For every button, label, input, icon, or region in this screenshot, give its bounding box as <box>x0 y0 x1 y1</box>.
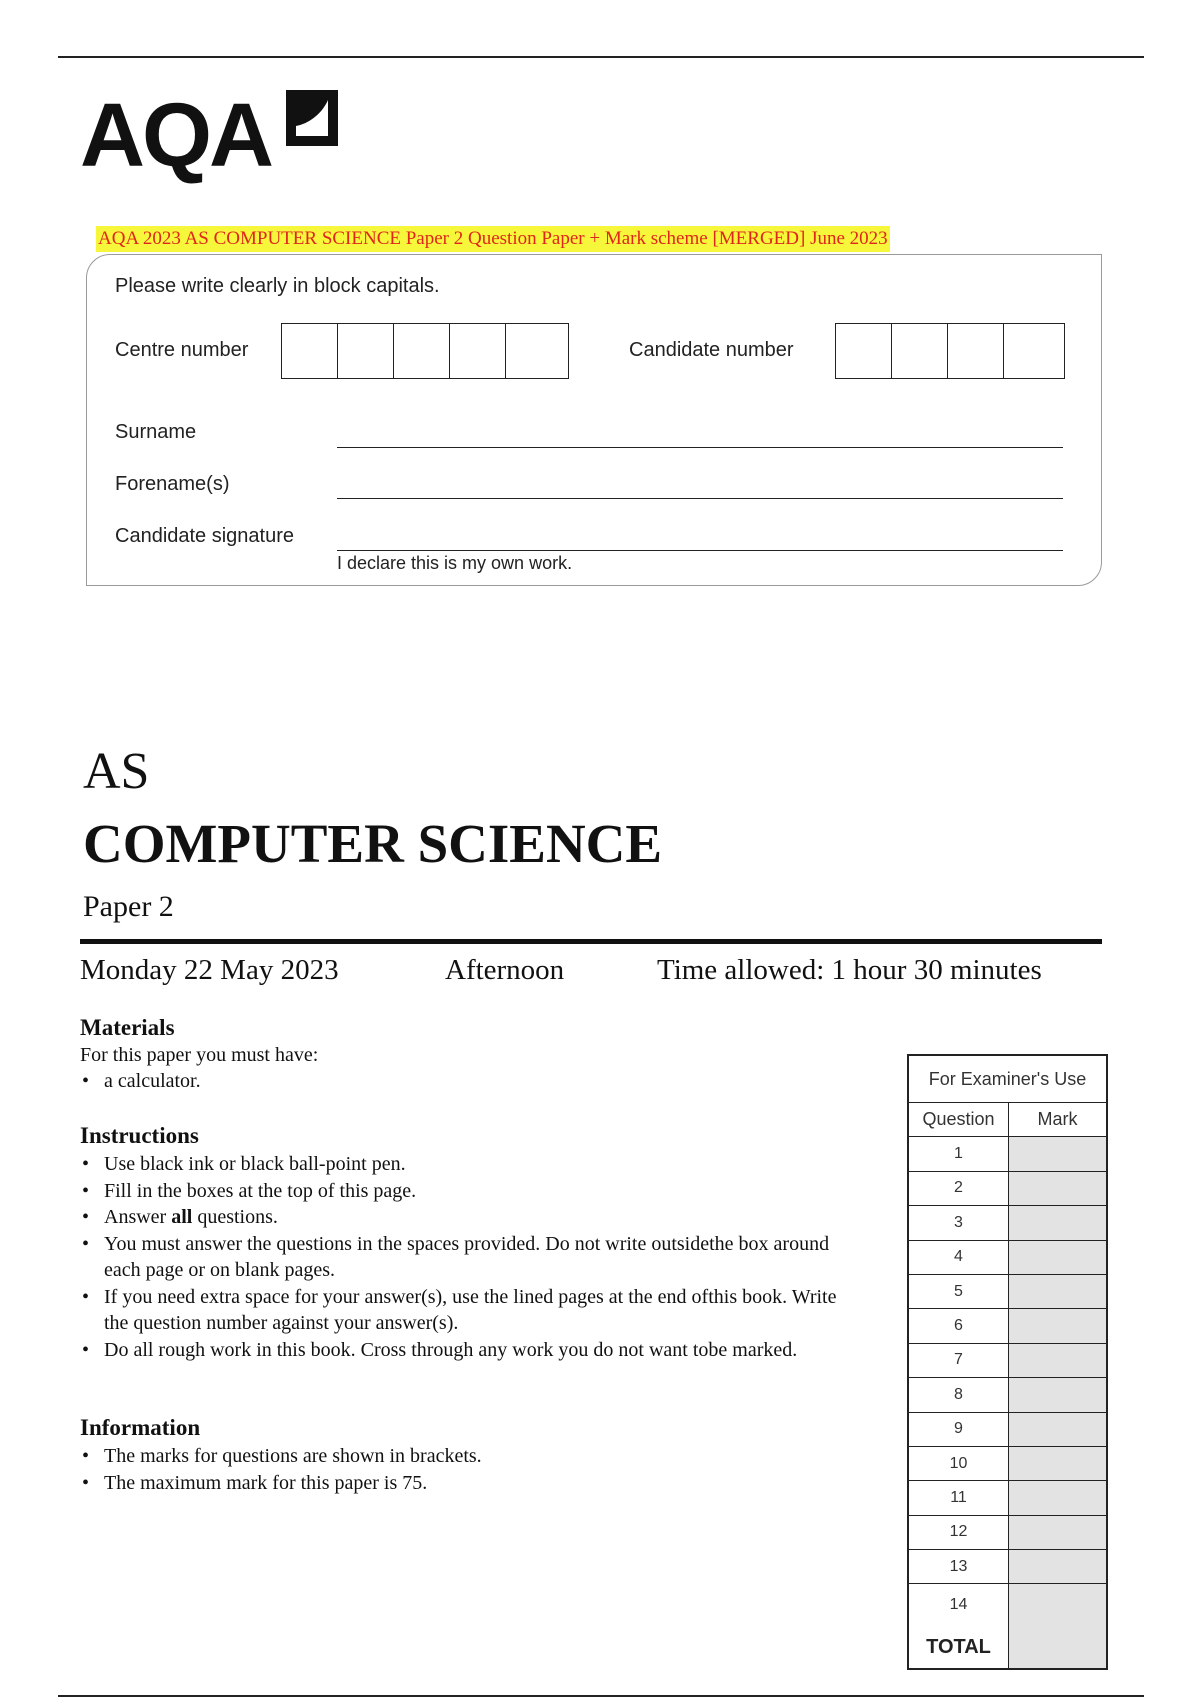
total-mark-cell <box>1009 1626 1106 1668</box>
materials-list <box>80 1068 860 1095</box>
centre-digit-box[interactable] <box>394 324 450 378</box>
candidate-number-boxes[interactable] <box>835 323 1065 379</box>
table-row <box>909 1275 1106 1309</box>
time-allowed: Time allowed: 1 hour 30 minutes <box>657 954 1042 986</box>
answer-all-emphasis: all <box>171 1206 193 1228</box>
table-row <box>909 1172 1106 1206</box>
list-item: • You must answer the questions in the spaces provided. Do not write outsidethe box around each page or on blank pages. <box>80 1231 860 1284</box>
information-list <box>80 1443 860 1496</box>
information-heading: Information <box>80 1415 201 1440</box>
signature-label: Candidate signature <box>115 525 295 547</box>
forenames-line[interactable] <box>337 498 1063 499</box>
examiner-use-table <box>907 1054 1108 1670</box>
question-number-cell: 7 <box>909 1344 1009 1377</box>
list-item: • a calculator. <box>80 1068 860 1095</box>
materials-intro: For this paper you must have: <box>80 1044 319 1066</box>
mark-cell <box>1009 1206 1106 1239</box>
mark-column-header: Mark <box>1009 1103 1106 1136</box>
table-row <box>909 1137 1106 1171</box>
block-capitals-instruction: Please write clearly in block capitals. <box>115 275 440 297</box>
document-banner: AQA 2023 AS COMPUTER SCIENCE Paper 2 Question Paper + Mark scheme [MERGED] June 2023 <box>96 226 890 252</box>
mark-cell <box>1009 1172 1106 1205</box>
centre-digit-box[interactable] <box>450 324 506 378</box>
question-number-cell: 12 <box>909 1516 1009 1549</box>
centre-digit-box[interactable] <box>282 324 338 378</box>
mark-cell <box>1009 1309 1106 1342</box>
candidate-digit-box[interactable] <box>836 324 892 378</box>
table-row <box>909 1447 1106 1481</box>
question-number-cell: 9 <box>909 1413 1009 1446</box>
list-item: • The marks for questions are shown in brackets. <box>80 1443 860 1470</box>
table-row <box>909 1309 1106 1343</box>
question-number-cell: 6 <box>909 1309 1009 1342</box>
mark-cell <box>1009 1516 1106 1549</box>
question-number-cell: 4 <box>909 1241 1009 1274</box>
table-row <box>909 1413 1106 1447</box>
mark-cell <box>1009 1413 1106 1446</box>
mark-cell <box>1009 1378 1106 1411</box>
list-item: • If you need extra space for your answer(s), use the lined pages at the end ofthis book. Write the question number against your answer(s). <box>80 1284 860 1337</box>
instructions-list <box>80 1151 860 1363</box>
candidate-digit-box[interactable] <box>892 324 948 378</box>
bottom-rule <box>58 1695 1144 1697</box>
aqa-logo <box>80 88 342 184</box>
table-row <box>909 1516 1106 1550</box>
table-row <box>909 1550 1106 1584</box>
centre-digit-box[interactable] <box>506 324 562 378</box>
candidate-digit-box[interactable] <box>1004 324 1060 378</box>
table-row <box>909 1241 1106 1275</box>
logo-mark-icon <box>284 88 340 148</box>
mark-cell <box>1009 1481 1106 1514</box>
question-number-cell: 1 <box>909 1137 1009 1170</box>
exam-session: Afternoon <box>445 954 565 986</box>
forenames-label: Forename(s) <box>115 473 230 495</box>
examiner-table-title: For Examiner's Use <box>909 1056 1106 1103</box>
centre-digit-box[interactable] <box>338 324 394 378</box>
candidate-digit-box[interactable] <box>948 324 1004 378</box>
question-column-header: Question <box>909 1103 1009 1136</box>
list-item: • Do all rough work in this book. Cross through any work you do not want tobe marked. <box>80 1337 860 1364</box>
question-number-cell: 5 <box>909 1275 1009 1308</box>
question-number-cell: 10 <box>909 1447 1009 1480</box>
surname-line[interactable] <box>337 447 1063 448</box>
exam-date: Monday 22 May 2023 <box>80 954 339 986</box>
answer-all-post: questions. <box>192 1206 278 1228</box>
table-row <box>909 1344 1106 1378</box>
logo-text: AQA <box>80 86 271 186</box>
table-row <box>909 1378 1106 1412</box>
table-row <box>909 1206 1106 1240</box>
mark-cell <box>1009 1344 1106 1377</box>
heading-rule <box>80 939 1102 944</box>
centre-number-label: Centre number <box>115 339 249 361</box>
centre-number-boxes[interactable] <box>281 323 569 379</box>
declaration-text: I declare this is my own work. <box>337 553 573 573</box>
paper-number: Paper 2 <box>83 890 174 923</box>
mark-cell <box>1009 1241 1106 1274</box>
signature-line[interactable] <box>337 550 1063 551</box>
surname-label: Surname <box>115 421 197 443</box>
examiner-table-header <box>909 1103 1106 1137</box>
list-item: • The maximum mark for this paper is 75. <box>80 1470 860 1497</box>
mark-cell <box>1009 1137 1106 1170</box>
answer-all-pre: Answer <box>104 1206 172 1228</box>
mark-cell <box>1009 1447 1106 1480</box>
list-item: • Use black ink or black ball-point pen. <box>80 1151 860 1178</box>
list-item <box>80 1204 860 1231</box>
examiner-table-body <box>909 1137 1106 1626</box>
top-rule <box>58 56 1144 58</box>
total-row <box>909 1626 1106 1668</box>
qualification-level: AS <box>83 743 150 800</box>
question-number-cell: 14 <box>909 1584 1009 1626</box>
total-label: TOTAL <box>909 1626 1009 1668</box>
subject-title: COMPUTER SCIENCE <box>83 813 663 874</box>
question-number-cell: 2 <box>909 1172 1009 1205</box>
question-number-cell: 3 <box>909 1206 1009 1239</box>
candidate-details-box <box>86 254 1102 586</box>
instructions-heading: Instructions <box>80 1123 199 1148</box>
list-item: • Fill in the boxes at the top of this page. <box>80 1178 860 1205</box>
question-number-cell: 8 <box>909 1378 1009 1411</box>
candidate-number-label: Candidate number <box>629 339 794 361</box>
table-row <box>909 1481 1106 1515</box>
table-row <box>909 1584 1106 1626</box>
mark-cell <box>1009 1550 1106 1583</box>
materials-heading: Materials <box>80 1015 175 1040</box>
mark-cell <box>1009 1584 1106 1626</box>
mark-cell <box>1009 1275 1106 1308</box>
question-number-cell: 13 <box>909 1550 1009 1583</box>
question-number-cell: 11 <box>909 1481 1009 1514</box>
